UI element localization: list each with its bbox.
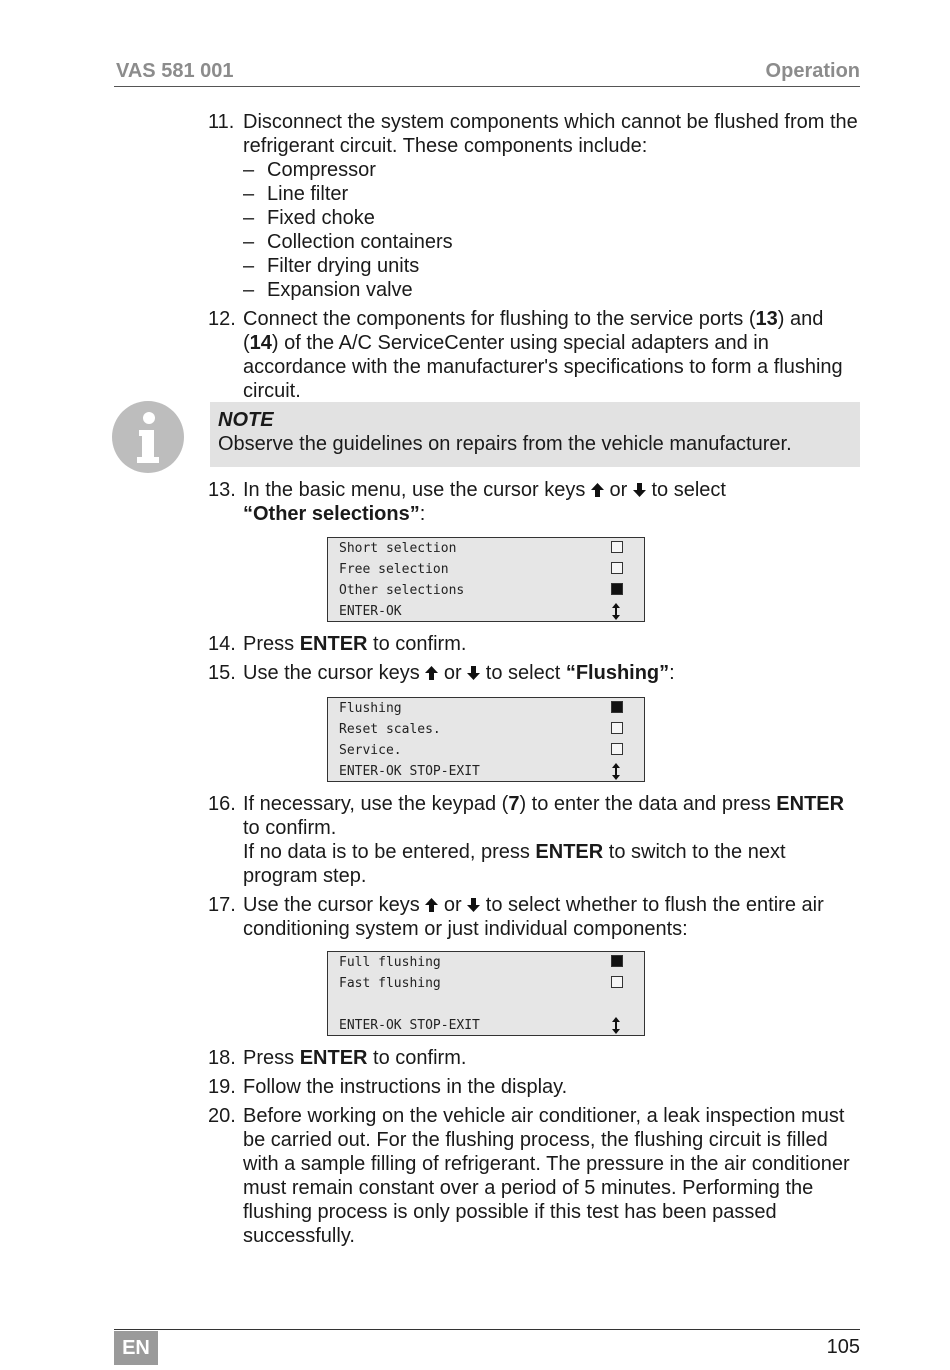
step-11 [208, 110, 860, 302]
step-text: Use the cursor keys or to select “Flushing”: [243, 662, 675, 684]
note-box [210, 402, 860, 467]
menu-option: Reset scales. [339, 719, 632, 740]
checkbox-filled-icon [611, 583, 623, 595]
step-text: Disconnect the system components which cannot be flushed from the refrigerant circuit. These components include: [243, 111, 858, 157]
menu-option: Free selection [339, 559, 632, 580]
menu-option: Full flushing [339, 952, 632, 973]
up-down-arrow-icon [612, 1017, 620, 1034]
arrow-down-icon [633, 483, 646, 497]
checkbox-empty-icon [611, 976, 623, 988]
menu-footer: ENTER-OK STOP-EXIT [339, 761, 632, 782]
list-item: – Line filter [243, 183, 349, 205]
step-text: In the basic menu, use the cursor keys or to select “Other selections”: [243, 479, 726, 525]
step-number: 15. [208, 662, 236, 684]
page-number: 105 [826, 1336, 860, 1358]
section-title: Operation [765, 60, 860, 82]
step-20 [208, 1104, 860, 1248]
step-text: Before working on the vehicle air conditioner, a leak inspection must be carried out. For the flushing process, the flushing circuit is filled with a sample filling of refrigerant. The pressure in the air conditioner must remain constant over a period of 5 minutes. Performing the flushing process is only possible if this test has been passed successfully. [243, 1105, 850, 1247]
step-text: Connect the components for flushing to the service ports (13) and (14) of the A/C ServiceCenter using special adapters and in accordance with the manufacturer's specifications to form a flushing circuit. [243, 308, 843, 402]
step-text: Press ENTER to confirm. [243, 1047, 467, 1069]
step-number: 11. [208, 111, 235, 133]
menu-option: Service. [339, 740, 632, 761]
menu-option: Flushing [339, 698, 632, 719]
checkbox-empty-icon [611, 743, 623, 755]
step-number: 12. [208, 308, 236, 330]
checkbox-filled-icon [611, 955, 623, 967]
steps-block-16-17 [208, 792, 860, 941]
menu-option: Fast flushing [339, 973, 632, 994]
note-title: NOTE [218, 409, 274, 431]
lcd-display-basic-menu [327, 537, 645, 622]
arrow-up-icon [591, 483, 604, 497]
list-item: – Collection containers [243, 231, 453, 253]
info-icon [112, 401, 184, 473]
checkbox-filled-icon [611, 701, 623, 713]
step-15 [208, 661, 860, 685]
step-number: 18. [208, 1047, 236, 1069]
list-item: – Filter drying units [243, 255, 420, 277]
step-text: Use the cursor keys or to select whether to flush the entire air conditioning system or just individual components: [243, 894, 824, 940]
list-item: – Compressor [243, 159, 376, 181]
component-list [243, 158, 860, 302]
checkbox-empty-icon [611, 562, 623, 574]
step-14 [208, 632, 860, 656]
list-item: – Fixed choke [243, 207, 375, 229]
step-number: 19. [208, 1076, 236, 1098]
step-13 [208, 478, 860, 526]
step-text: If necessary, use the keypad (7) to enter the data and press ENTER to confirm. If no data is to be entered, press ENTER to switch to the next program step. [243, 793, 845, 887]
lcd-display-flushing [327, 951, 645, 1036]
page-header [114, 58, 860, 87]
lcd-display-other-selections [327, 697, 645, 782]
menu-option: Other selections [339, 580, 632, 601]
language-badge: EN [114, 1331, 158, 1365]
step-17 [208, 893, 860, 941]
step-16 [208, 792, 860, 888]
steps-block-18-20 [208, 1046, 860, 1248]
menu-footer: ENTER-OK STOP-EXIT [339, 1015, 632, 1036]
arrow-up-icon [425, 666, 438, 680]
list-item: – Expansion valve [243, 279, 413, 301]
step-number: 20. [208, 1105, 236, 1127]
step-number: 16. [208, 793, 236, 815]
step-19 [208, 1075, 860, 1099]
checkbox-empty-icon [611, 541, 623, 553]
note-text: Observe the guidelines on repairs from the vehicle manufacturer. [218, 433, 792, 455]
up-down-arrow-icon [612, 603, 620, 620]
checkbox-empty-icon [611, 722, 623, 734]
step-text: Press ENTER to confirm. [243, 633, 467, 655]
menu-footer: ENTER-OK [339, 601, 632, 622]
step-12 [208, 307, 860, 403]
step-number: 17. [208, 894, 236, 916]
menu-option: Short selection [339, 538, 632, 559]
step-number: 13. [208, 479, 236, 501]
doc-id: VAS 581 001 [116, 60, 234, 82]
arrow-down-icon [467, 666, 480, 680]
up-down-arrow-icon [612, 763, 620, 780]
step-text: Follow the instructions in the display. [243, 1076, 568, 1098]
footer-rule [114, 1329, 860, 1330]
step-18 [208, 1046, 860, 1070]
step-number: 14. [208, 633, 236, 655]
steps-block-1 [208, 110, 860, 403]
steps-block-14-15 [208, 632, 860, 685]
arrow-up-icon [425, 898, 438, 912]
arrow-down-icon [467, 898, 480, 912]
